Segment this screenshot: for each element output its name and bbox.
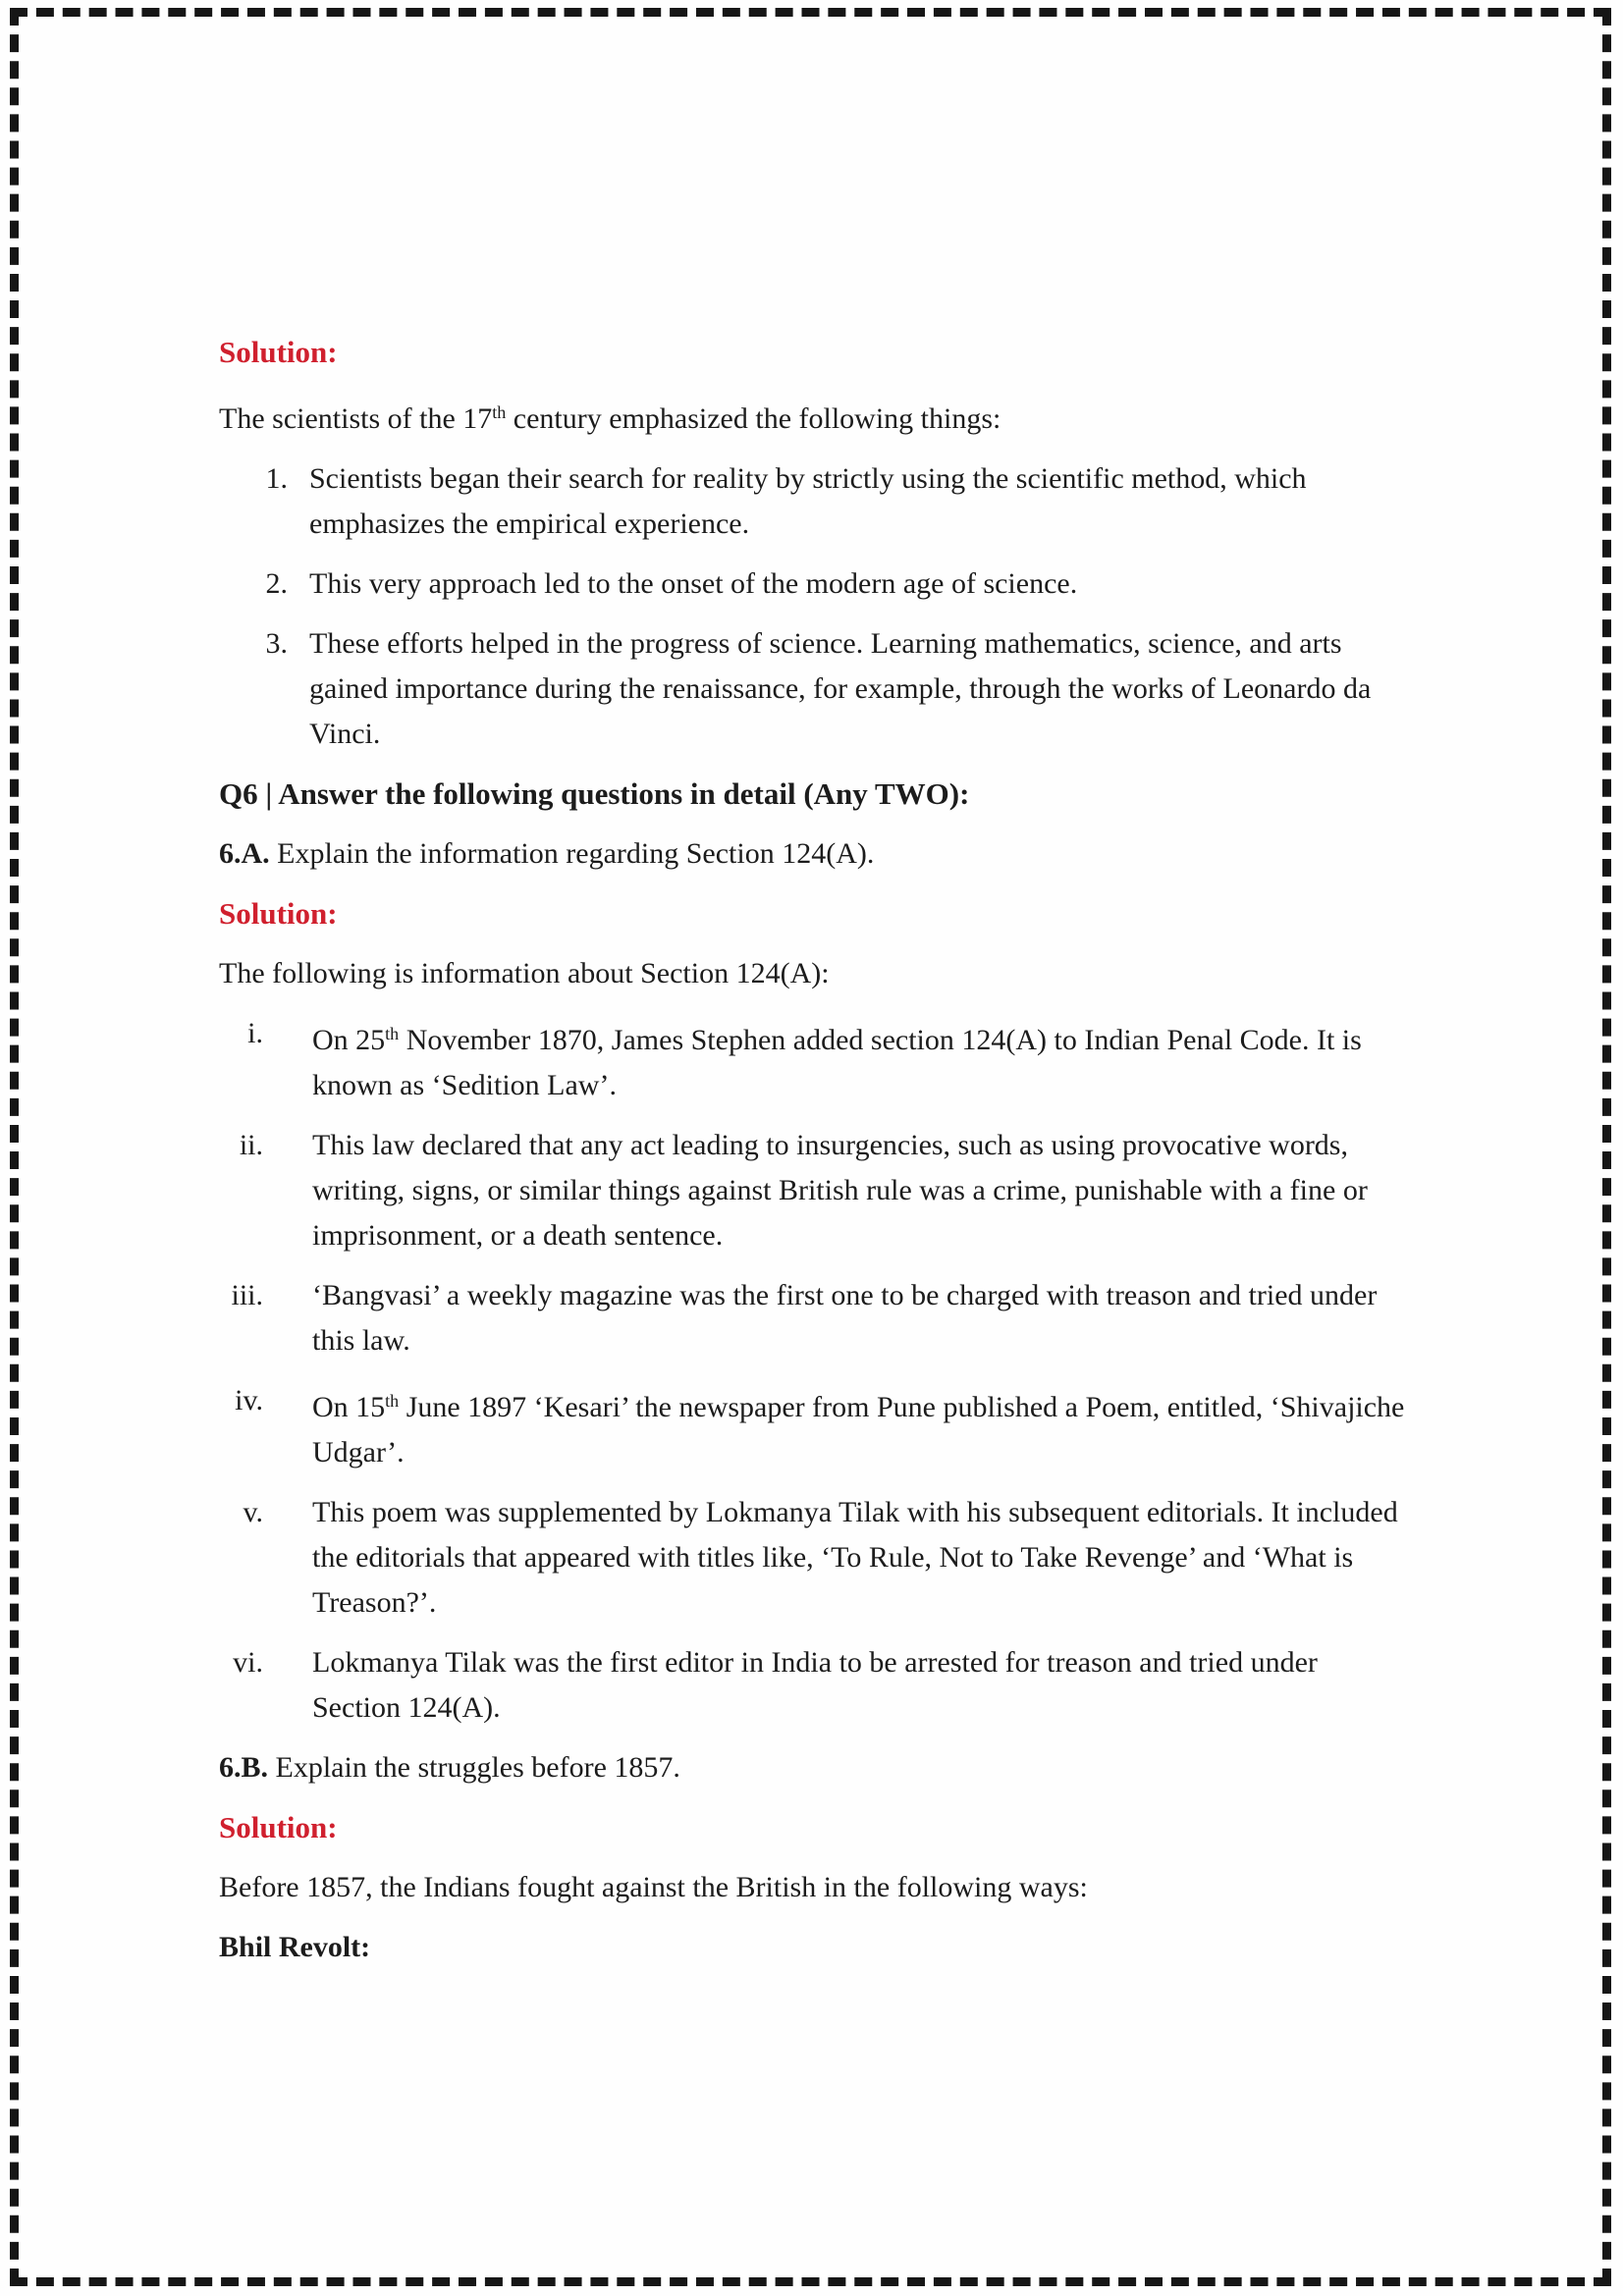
roman-list-item <box>219 1273 1411 1363</box>
q6a-intro-paragraph: The following is information about Section 124(A): <box>219 956 830 989</box>
solution-heading-6b: Solution: <box>219 1809 338 1844</box>
list-marker: iii. <box>231 1278 263 1311</box>
page-content <box>219 330 1411 1985</box>
list-item-text: Lokmanya Tilak was the first editor in India to be arrested for treason and tried under Section 124(A). <box>312 1645 1318 1724</box>
list-marker: ii. <box>239 1128 263 1161</box>
item-text: On 25 <box>312 1023 386 1056</box>
list-item-text <box>312 1011 1411 1108</box>
science-intro-text-rest: century emphasized the following things: <box>506 401 1001 435</box>
solution-heading-science: Solution: <box>219 335 338 369</box>
question-6b-label: 6.B. <box>219 1750 269 1784</box>
list-item <box>219 621 1411 757</box>
roman-list-item <box>219 1011 1411 1108</box>
list-item-text: This very approach led to the onset of the modern age of science. <box>309 566 1078 600</box>
item-text-rest: November 1870, James Stephen added section 124(A) to Indian Penal Code. It is known as ‘Sedition Law’. <box>312 1023 1362 1101</box>
solution-heading-6a: Solution: <box>219 895 338 931</box>
list-marker: iv. <box>235 1383 263 1416</box>
list-marker: i. <box>247 1016 263 1049</box>
list-item-text: Scientists began their search for reality by strictly using the scientific method, which emphasizes the empirical experience. <box>309 461 1307 540</box>
superscript-th: th <box>492 402 507 422</box>
item-text: On 15 <box>312 1390 386 1423</box>
list-item-text: This law declared that any act leading to insurgencies, such as using provocative words, writing, signs, or similar things against British rule was a crime, punishable with a fine or imprisonment, or a death sentence. <box>312 1128 1368 1252</box>
science-intro-paragraph <box>219 390 1411 442</box>
list-marker: v. <box>243 1495 263 1528</box>
numbered-list <box>219 456 1411 757</box>
list-marker: 2. <box>265 566 288 600</box>
list-item-text: ‘Bangvasi’ a weekly magazine was the first one to be charged with treason and tried under this law. <box>312 1278 1378 1357</box>
superscript-th: th <box>385 1023 400 1043</box>
list-marker: 3. <box>265 626 288 660</box>
q6b-intro-paragraph: Before 1857, the Indians fought against the British in the following ways: <box>219 1870 1088 1903</box>
question-6a-text: Explain the information regarding Section 124(A). <box>269 836 875 870</box>
question-6-heading: Q6 | Answer the following questions in detail (Any TWO): <box>219 775 970 811</box>
question-6b-text: Explain the struggles before 1857. <box>268 1750 680 1784</box>
question-6a <box>219 831 1411 877</box>
list-item-text: These efforts helped in the progress of science. Learning mathematics, science, and arts gained importance during the renaissance, for example, through the works of Leonardo da Vinci. <box>309 626 1372 750</box>
bhil-revolt-subheading: Bhil Revolt: <box>219 1930 371 1963</box>
science-intro-text: The scientists of the 17 <box>219 401 493 435</box>
roman-list <box>219 1011 1411 1731</box>
superscript-th: th <box>385 1390 400 1411</box>
question-6a-label: 6.A. <box>219 836 270 870</box>
list-item <box>219 456 1411 547</box>
list-marker: 1. <box>265 461 288 495</box>
item-text-rest: June 1897 ‘Kesari’ the newspaper from Pune published a Poem, entitled, ‘Shivajiche Udgar’. <box>312 1390 1405 1468</box>
roman-list-item <box>219 1378 1411 1475</box>
list-item-text: This poem was supplemented by Lokmanya Tilak with his subsequent editorials. It included the editorials that appeared with titles like, ‘To Rule, Not to Take Revenge’ and ‘What is Treason?’. <box>312 1495 1398 1619</box>
roman-list-item <box>219 1123 1411 1258</box>
list-item-text <box>312 1378 1411 1475</box>
list-item <box>219 561 1411 607</box>
roman-list-item <box>219 1490 1411 1626</box>
list-marker: vi. <box>233 1645 263 1679</box>
roman-list-item <box>219 1640 1411 1731</box>
question-6b <box>219 1745 1411 1790</box>
